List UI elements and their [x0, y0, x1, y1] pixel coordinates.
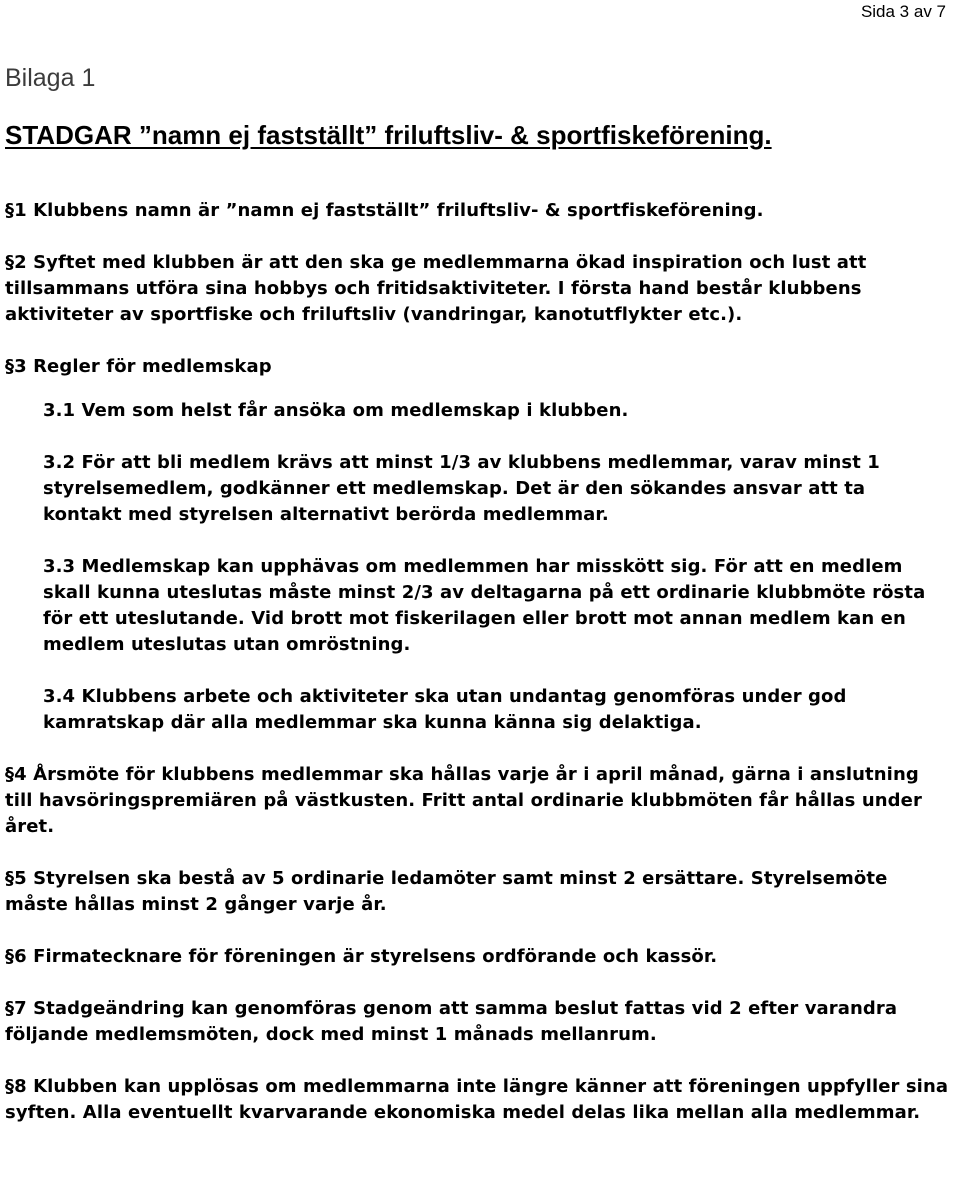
section-6: §6 Firmatecknare för föreningen är styrelsens ordförande och kassör.: [5, 946, 718, 967]
document-title: STADGAR ”namn ej fastställt” friluftsliv- & sportfiskeförening.: [5, 120, 772, 150]
section-8: §8 Klubben kan upplösas om medlemmarna inte längre känner att föreningen uppfyller sina syften. Alla eventuellt kvarvarande ekonomiska medel delas lika mellan alla medlemmar.: [5, 1076, 949, 1123]
section-4: §4 Årsmöte för klubbens medlemmar ska hållas varje år i april månad, gärna i anslutning till havsöringspremiären på västkusten. Fritt antal ordinarie klubbmöten får hållas under året.: [5, 764, 922, 837]
section-3-1: 3.1 Vem som helst får ansöka om medlemskap i klubben.: [43, 400, 629, 421]
statutes-body: [5, 198, 950, 1152]
section-7: §7 Stadgeändring kan genomföras genom att samma beslut fattas vid 2 efter varandra följande medlemsmöten, dock med minst 1 månads mellanrum.: [5, 998, 898, 1045]
section-3-2: 3.2 För att bli medlem krävs att minst 1/3 av klubbens medlemmar, varav minst 1 styrelsemedlem, godkänner ett medlemskap. Det är den sökandes ansvar att ta kontakt med styrelsen alternativt berörda medlemmar.: [43, 452, 880, 525]
section-2: §2 Syftet med klubben är att den ska ge medlemmarna ökad inspiration och lust att tillsammans utföra sina hobbys och fritidsaktiviteter. I första hand består klubbens aktiviteter av sportfiske och friluftsliv (vandringar, kanotutflykter etc.).: [5, 252, 867, 325]
section-5: §5 Styrelsen ska bestå av 5 ordinarie ledamöter samt minst 2 ersättare. Styrelsemöte måste hållas minst 2 gånger varje år.: [5, 868, 888, 915]
section-1: §1 Klubbens namn är ”namn ej fastställt” friluftsliv- & sportfiskeförening.: [5, 200, 764, 221]
section-3-3: 3.3 Medlemskap kan upphävas om medlemmen har misskött sig. För att en medlem skall kunna uteslutas måste minst 2/3 av deltagarna på ett ordinarie klubbmöte rösta för ett uteslutande. Vid brott mot fiskerilagen eller brott mot annan medlem kan en medlem uteslutas utan omröstning.: [43, 556, 926, 655]
section-3-4: 3.4 Klubbens arbete och aktiviteter ska utan undantag genomföras under god kamratskap där alla medlemmar ska kunna känna sig delaktiga.: [43, 686, 847, 733]
annex-label: Bilaga 1: [5, 64, 96, 92]
section-3-heading: §3 Regler för medlemskap: [5, 356, 272, 377]
page-number: Sida 3 av 7: [860, 2, 946, 21]
